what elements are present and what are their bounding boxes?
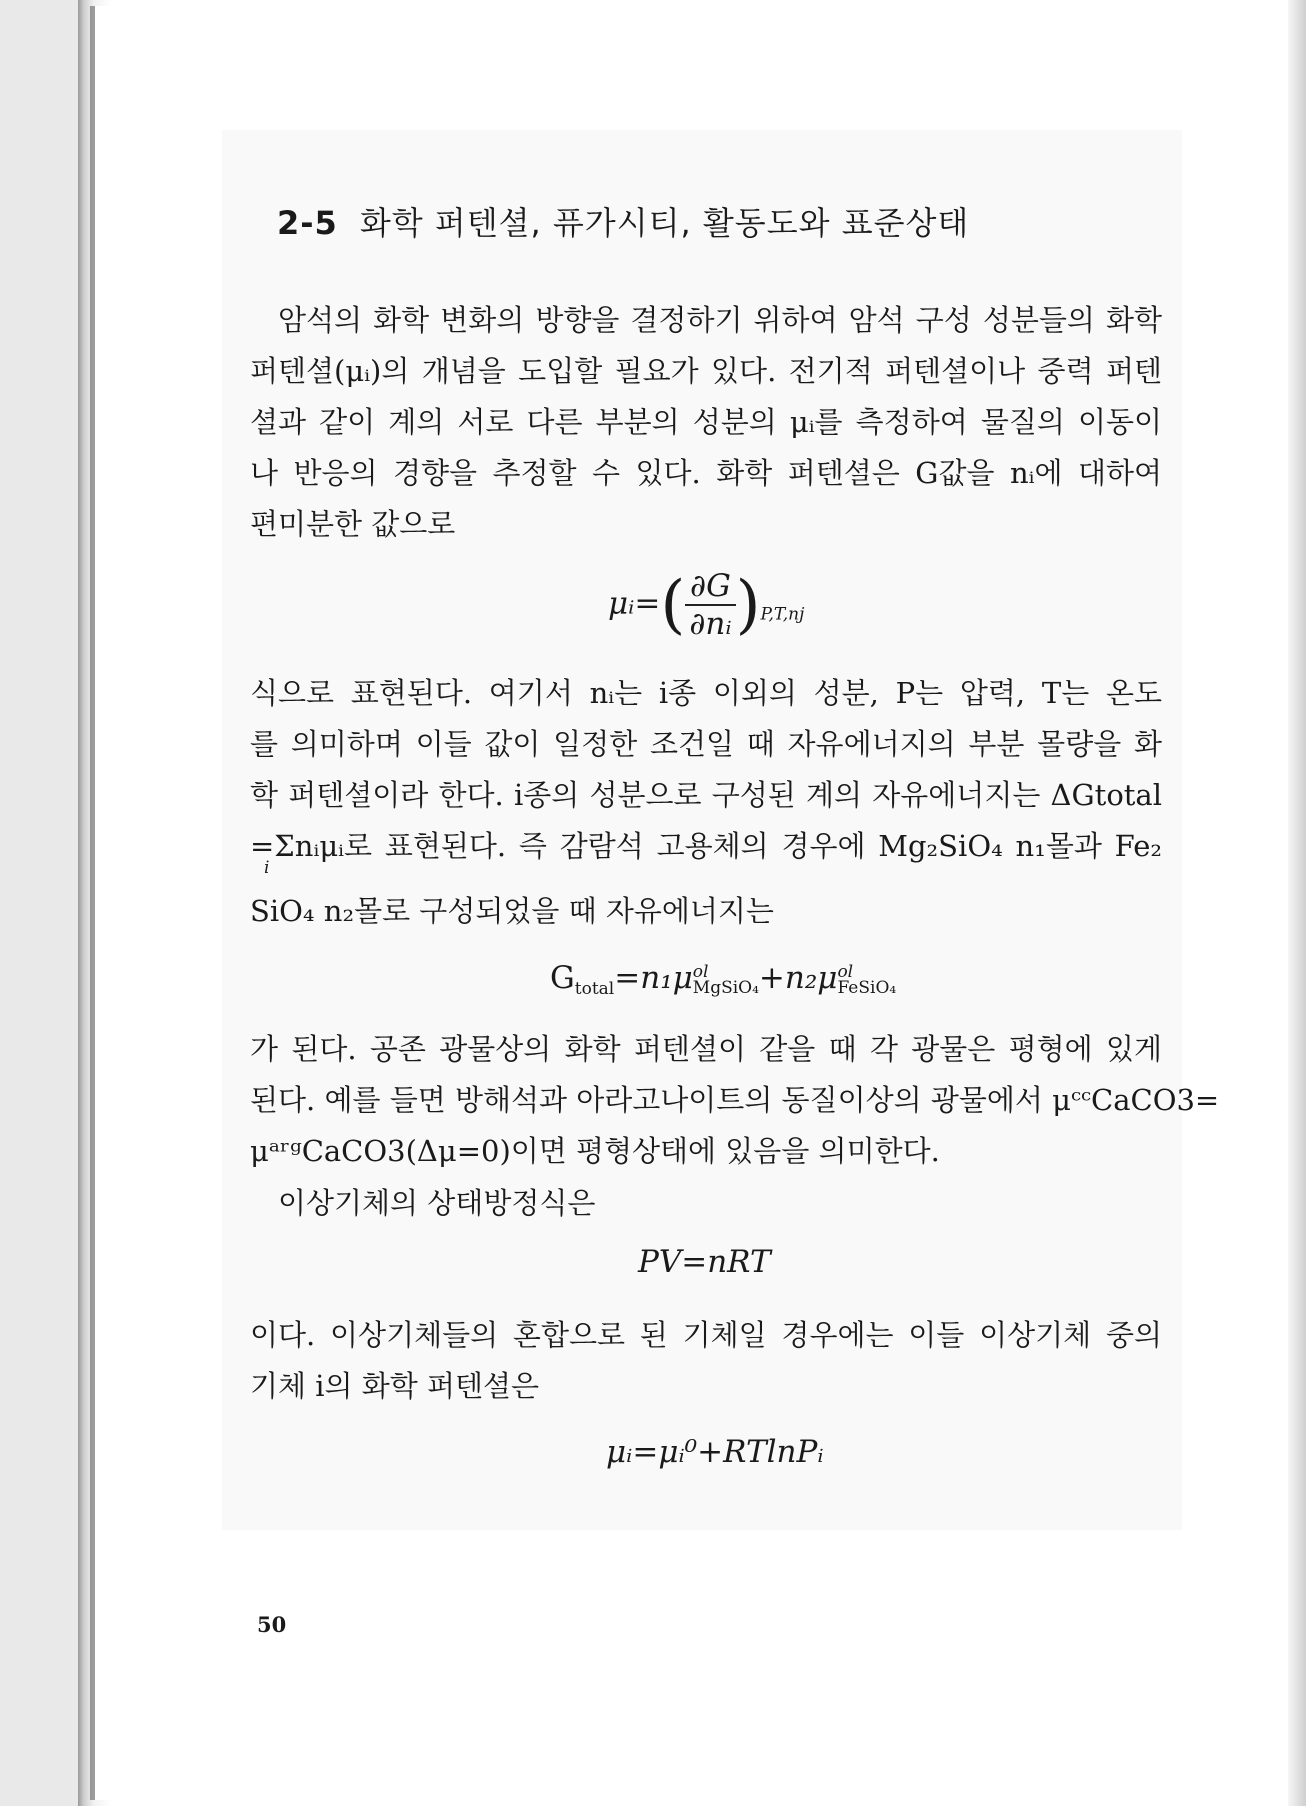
section-title: 화학 퍼텐셜, 퓨가시티, 활동도와 표준상태: [359, 204, 970, 242]
partial-derivative-fraction: [685, 568, 735, 642]
text-line: SiO₄ n₂몰로 구성되었을 때 자유에너지는: [250, 894, 774, 928]
equation-lhs: μᵢ=: [608, 585, 661, 622]
text-line: 이다. 이상기체들의 혼합으로 된 기체일 경우에는 이들 이상기체 중의: [250, 1318, 1162, 1352]
paragraph-chemical-potential-intro: [250, 295, 1162, 550]
text-line: 이상기체의 상태방정식은: [278, 1186, 596, 1220]
text-line: 기체 i의 화학 퍼텐셜은: [250, 1369, 540, 1403]
section-number: 2-5: [277, 204, 338, 242]
text-line: 학 퍼텐셜이라 한다. i종의 성분으로 구성된 계의 자유에너지는 ΔGtotal: [250, 778, 1162, 812]
equation-chemical-potential: μᵢ=( $\frac{\partial G}{\text{∂nᵢ}}$ )$_{P,T,nj}$: [608, 568, 805, 642]
paragraph-equilibrium: [250, 1024, 1220, 1177]
equation-total-free-energy: $G_{total}=n_1\mu$ ol MgSiO₄ +n₂μ ol FeSiO₄: [550, 960, 897, 999]
text-line: =Σnᵢμᵢ로 표현된다. 즉 감람석 고용체의 경우에 Mg₂SiO₄ n₁몰과 Fe₂: [250, 829, 1162, 863]
equation-gas-chemical-potential: μᵢ=μᵢ⁰+RTlnPᵢ: [606, 1434, 824, 1470]
equation-constant-subscript: P,T,nj: [760, 604, 805, 625]
text-line: 된다. 예를 들면 방해석과 아라고나이트의 동질이상의 광물에서 μᶜᶜCaCO3=: [250, 1083, 1220, 1117]
section-heading: [277, 198, 969, 244]
text-line: 가 된다. 공존 광물상의 화학 퍼텐셜이 같을 때 각 광물은 평형에 있게: [250, 1032, 1162, 1066]
fraction-numerator: ∂G: [685, 568, 735, 606]
text-line: 나 반응의 경향을 추정할 수 있다. 화학 퍼텐셜은 G값을 nᵢ에 대하여: [250, 456, 1162, 490]
text-line: 를 의미하며 이들 값이 일정한 조건일 때 자유에너지의 부분 몰량을 화: [250, 727, 1162, 761]
text-line: 퍼텐셜(μᵢ)의 개념을 도입할 필요가 있다. 전기적 퍼텐셜이나 중력 퍼텐: [250, 354, 1162, 388]
paragraph-gas-mixture: [250, 1310, 1162, 1412]
equation-ideal-gas: PV=nRT: [638, 1244, 771, 1280]
page-number: 50: [257, 1612, 287, 1637]
text-line: 암석의 화학 변화의 방향을 결정하기 위하여 암석 구성 성분들의 화학: [278, 303, 1162, 337]
text-line: 셜과 같이 계의 서로 다른 부분의 성분의 μᵢ를 측정하여 물질의 이동이: [250, 405, 1162, 439]
sum-index: i: [264, 858, 270, 878]
text-line: 식으로 표현된다. 여기서 nᵢ는 i종 이외의 성분, P는 압력, T는 온도: [250, 676, 1162, 710]
text-line: 편미분한 값으로: [250, 507, 456, 541]
text-line: μᵃʳᵍCaCO3(Δμ=0)이면 평형상태에 있음을 의미한다.: [250, 1134, 940, 1168]
paragraph-ideal-gas: [250, 1178, 1162, 1229]
paragraph-free-energy: [250, 668, 1162, 937]
fraction-denominator: ∂nᵢ: [689, 606, 732, 642]
g-symbol: G: [550, 960, 575, 996]
page-right-edge: [1288, 0, 1306, 1806]
